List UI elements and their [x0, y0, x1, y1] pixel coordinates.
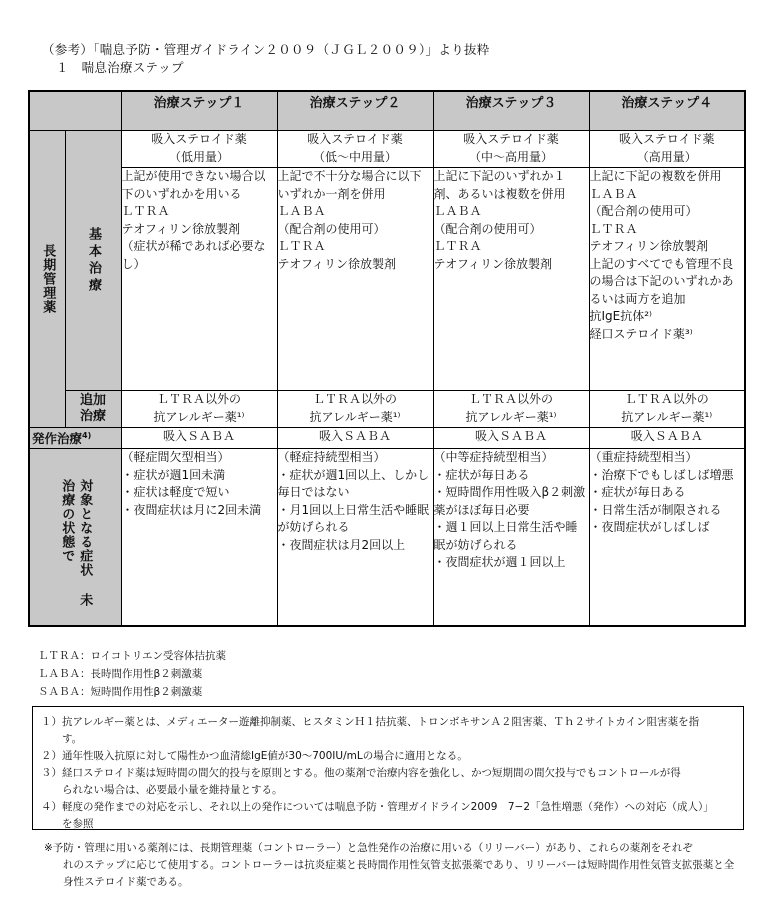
attack-cell-4: 吸入ＳＡＢＡ [589, 428, 745, 449]
corner-cell [29, 91, 121, 131]
step-header-4: 治療ステップ４ [589, 91, 745, 131]
attack-cell-2: 吸入ＳＡＢＡ [277, 428, 433, 449]
additional-label: 追加 治療 [65, 391, 121, 428]
additional-cell-1: ＬＴＲＡ以外の 抗アレルギー薬¹⁾ [121, 391, 277, 428]
step-header-2: 治療ステップ２ [277, 91, 433, 131]
note-4-line: ４）軽度の発作までの対応を示し、それ以上の発作については喘息予防・管理ガイドライン2009 7−2「急性増悪（発作）への対応（成人）」 [41, 801, 714, 813]
symptom-cell-1: （軽症間欠型相当） ・症状が週1回未満 ・症状は軽度で短い ・夜間症状は月に2回未満 [121, 449, 277, 627]
target-label-cell [29, 449, 121, 627]
note-3-line: ３）経口ステロイド薬は短時間の間欠的投与を原則とする。他の薬剤で治療内容を強化し、かつ短期間の間欠投与でもコントロールが得 [41, 767, 681, 779]
section-title: １ 喘息治療ステップ [56, 60, 184, 75]
additional-cell-4: ＬＴＲＡ以外の 抗アレルギー薬¹⁾ [589, 391, 745, 428]
note-3 [33, 765, 743, 799]
long-term-label-cell [29, 131, 65, 428]
abbr-ltra: ＬＴＲＡ：ロイコトリエン受容体拮抗薬 [38, 650, 227, 662]
additional-cell-3: ＬＴＲＡ以外の 抗アレルギー薬¹⁾ [433, 391, 589, 428]
basic-cell-4: 上記に下記の複数を併用 ＬＡＢＡ （配合剤の使用可） ＬＴＲＡ テオフィリン徐放製剤 上記のすべてでも管理不良の場合は下記のいずれかあるいは両方を追加 抗IgE抗体²⁾ 経口ステロイド薬³⁾ [589, 168, 745, 391]
steroid-cell-1: 吸入ステロイド薬 （低用量） [121, 131, 277, 168]
long-term-label: 長期管理薬 [40, 244, 56, 314]
symptom-cell-3: （中等症持続型相当） ・症状が毎日ある ・短時間作用性吸入β２刺激薬がほぼ毎日必要 ・週１回以上日常生活や睡眠が妨げられる ・夜間症状が週１回以上 [433, 449, 589, 627]
basic-cell-1: 上記が使用できない場合以下のいずれかを用いる ＬＴＲＡ テオフィリン徐放製剤 （症状が稀であれば必要なし） [121, 168, 277, 391]
basic-cell-2: 上記で不十分な場合に以下いずれか一剤を併用 ＬＡＢＡ （配合剤の使用可） ＬＴＲＡ テオフィリン徐放製剤 [277, 168, 433, 391]
basic-label-cell [65, 131, 121, 391]
steroid-cell-2: 吸入ステロイド薬 （低〜中用量） [277, 131, 433, 168]
attack-label-cell [29, 428, 121, 449]
basic-label: 基本治療 [86, 226, 101, 295]
note-4-cont: を参照 [62, 818, 94, 830]
note-2-line: ２）通年性吸入抗原に対して陽性かつ血清総IgE値が30〜700IU/mLの場合に適用となる。 [41, 750, 468, 762]
note-1 [33, 714, 743, 748]
steroid-cell-4: 吸入ステロイド薬 （高用量） [589, 131, 745, 168]
additional-cell-2: ＬＴＲＡ以外の 抗アレルギー薬¹⁾ [277, 391, 433, 428]
treatment-step-table [28, 90, 746, 627]
reference-title: （参考）「喘息予防・管理ガイドライン２００９（ＪＧＬ２００９）」より抜粋 [42, 42, 490, 57]
note-1-cont: す。 [62, 733, 83, 745]
attack-cell-1: 吸入ＳＡＢＡ [121, 428, 277, 449]
basic-cell-3: 上記に下記のいずれか１剤、あるいは複数を併用 ＬＡＢＡ （配合剤の使用可） ＬＴＲＡ テオフィリン徐放製剤 [433, 168, 589, 391]
target-label: 対象となる症状 未治療の状態で [59, 479, 93, 607]
footer-note [44, 840, 744, 891]
symptom-cell-4: （重症持続型相当） ・治療下でもしばしば増悪 ・症状が毎日ある ・日常生活が制限される ・夜間症状がしばしば [589, 449, 745, 627]
symptom-cell-2: （軽症持続型相当） ・症状が週1回以上、しかし毎日ではない ・月1回以上日常生活や睡眠が妨げられる ・夜間症状は月2回以上 [277, 449, 433, 627]
footer-cont: れのステップに応じて使用する。コントローラーは抗炎症薬と長時間作用性気管支拡張薬であり、リリーバーは短時間作用性気管支拡張薬と全身性ステロイド薬である。 [63, 859, 735, 888]
attack-label-sup: 4) [82, 430, 92, 440]
notes-box [32, 706, 744, 830]
note-4 [33, 799, 743, 833]
step-header-3: 治療ステップ３ [433, 91, 589, 131]
attack-cell-3: 吸入ＳＡＢＡ [433, 428, 589, 449]
abbr-saba: ＳＡＢＡ：短時間作用性β２刺激薬 [38, 686, 203, 698]
abbr-laba: ＬＡＢＡ：長時間作用性β２刺激薬 [38, 668, 203, 680]
attack-label: 発作治療 [32, 431, 83, 446]
note-3-cont: られない場合は、必要最小量を維持量とする。 [62, 784, 283, 796]
step-header-1: 治療ステップ１ [121, 91, 277, 131]
note-1-line: １）抗アレルギー薬とは、メディエーター遊離抑制薬、ヒスタミンＨ１拮抗薬、トロンボキサンＡ２阻害薬、Ｔｈ２サイトカイン阻害薬を指 [41, 716, 700, 728]
footer-line: ※予防・管理に用いる薬剤には、長期管理薬（コントローラー）と急性発作の治療に用いる（リリーバー）があり、これらの薬剤をそれぞ [44, 842, 693, 854]
note-2 [33, 748, 743, 765]
steroid-cell-3: 吸入ステロイド薬 （中〜高用量） [433, 131, 589, 168]
